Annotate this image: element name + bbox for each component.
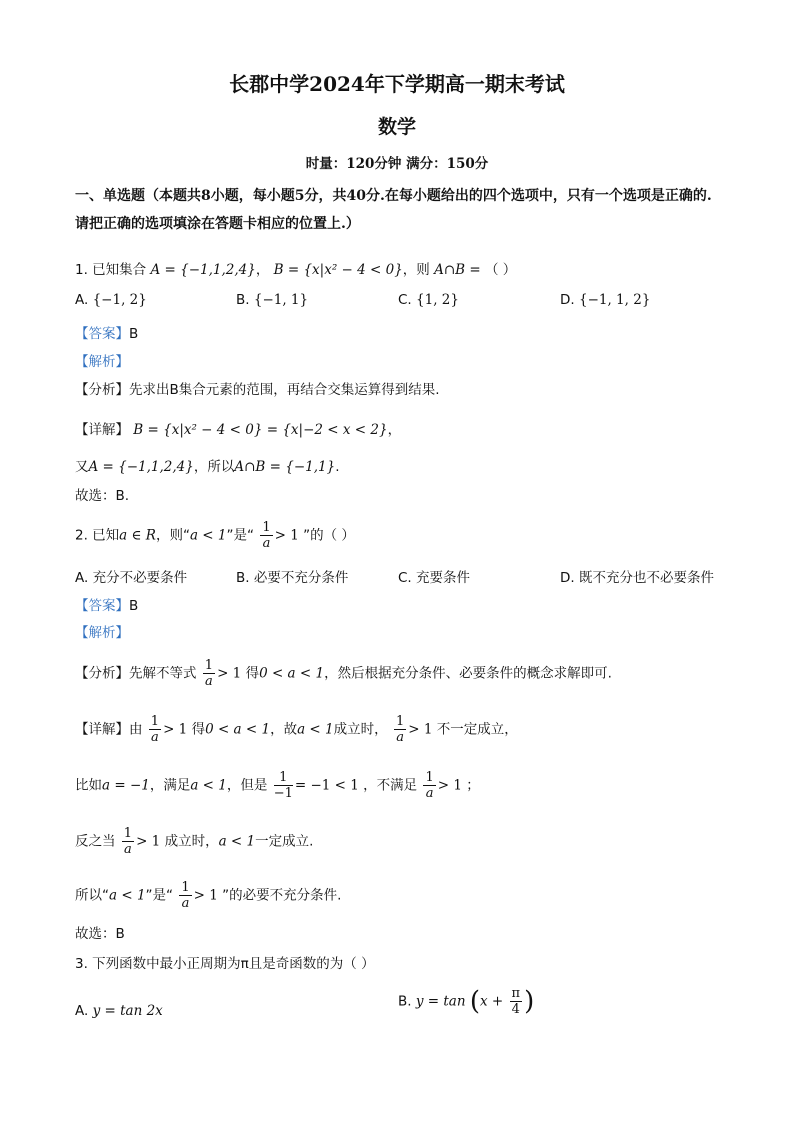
q2-fenxi: 【分析】先解不等式 $\frac{1}{a}$ > 1 得0 < a < 1，然后根据充分条件、必要条件的概念求解即可. xyxy=(75,658,612,689)
q1-conclusion: 故选：B. xyxy=(75,488,130,504)
q2-option-c: C. 充要条件 xyxy=(398,570,471,586)
q2-detail-1: 【详解】由 $\frac{1}{a}$ > 1 得0 < a < 1，故a < 1成立时， $\frac{1}{a}$ > 1 不一定成立， xyxy=(75,714,518,745)
q2-frac: $\frac{1}{a}$ xyxy=(262,520,271,551)
subject-title: 数学 xyxy=(377,116,416,138)
q1-stem: 1. 已知集合 A = {−1,1,2,4}， B = {x|x² − 4 < 0}，则 A∩B = （ ） xyxy=(75,262,517,278)
q2-stem: 2. 已知a ∈ R，则“a < 1”是“ $\frac{1}{a}$ > 1 ”的（ ） xyxy=(75,520,355,551)
q1-ask: A∩B = xyxy=(434,262,481,278)
q2-detail-2: 比如a = −1，满足a < 1，但是 $\frac{1}{-1}$ = −1 < 1 ，不满足 $\frac{1}{a}$ > 1 ； xyxy=(75,770,480,801)
q1-detail-2: 又A = {−1,1,2,4}，所以A∩B = {−1,1}. xyxy=(75,459,340,475)
q1-set-a: A = {−1,1,2,4} xyxy=(150,262,256,278)
q2-option-a: A. 充分不必要条件 xyxy=(75,570,188,586)
q2-detail-4: 所以“a < 1”是“ $\frac{1}{a}$ > 1 ”的必要不充分条件. xyxy=(75,880,342,911)
q2-detail-3: 反之当 $\frac{1}{a}$ > 1 成立时，a < 1一定成立. xyxy=(75,826,314,857)
q1-fenxi: 【分析】先求出B集合元素的范围，再结合交集运算得到结果. xyxy=(75,382,440,398)
page-title: 长郡中学2024年下学期高一期末考试 xyxy=(229,72,565,96)
q1-option-b: B. {−1, 1} xyxy=(236,292,309,308)
q1-option-d: D. {−1, 1, 2} xyxy=(560,292,651,308)
section-heading: 一、单选题（本题共8小题，每小题5分，共40分.在每小题给出的四个选项中，只有一个选项是正确的.请把正确的选项填涂在答题卡相应的位置上.） xyxy=(75,188,712,232)
q3-option-b: B. y = tan (x + $\frac{\pi}{4}$ ) xyxy=(398,986,535,1017)
exam-meta: 时量：120分钟 满分：150分 xyxy=(305,156,489,172)
q1-detail: 【详解】 B = {x|x² − 4 < 0} = {x|−2 < x < 2}， xyxy=(75,422,402,438)
q2-option-b: B. 必要不充分条件 xyxy=(236,570,349,586)
q3-stem: 3. 下列函数中最小正周期为π且是奇函数的为（ ） xyxy=(75,956,375,972)
q1-option-a: A. {−1, 2} xyxy=(75,292,147,308)
q1-analysis-tag: 【解析】 xyxy=(75,354,129,370)
q2-analysis-tag: 【解析】 xyxy=(75,625,129,641)
q1-answer: 【答案】B xyxy=(75,326,139,342)
q2-conclusion: 故选：B xyxy=(75,926,125,942)
q2-answer: 【答案】B xyxy=(75,598,139,614)
q3-option-a: A. y = tan 2x xyxy=(75,1003,163,1019)
q1-option-c: C. {1, 2} xyxy=(398,292,459,308)
q1-set-b: B = {x|x² − 4 < 0} xyxy=(273,262,403,278)
q2-option-d: D. 既不充分也不必要条件 xyxy=(560,570,714,586)
